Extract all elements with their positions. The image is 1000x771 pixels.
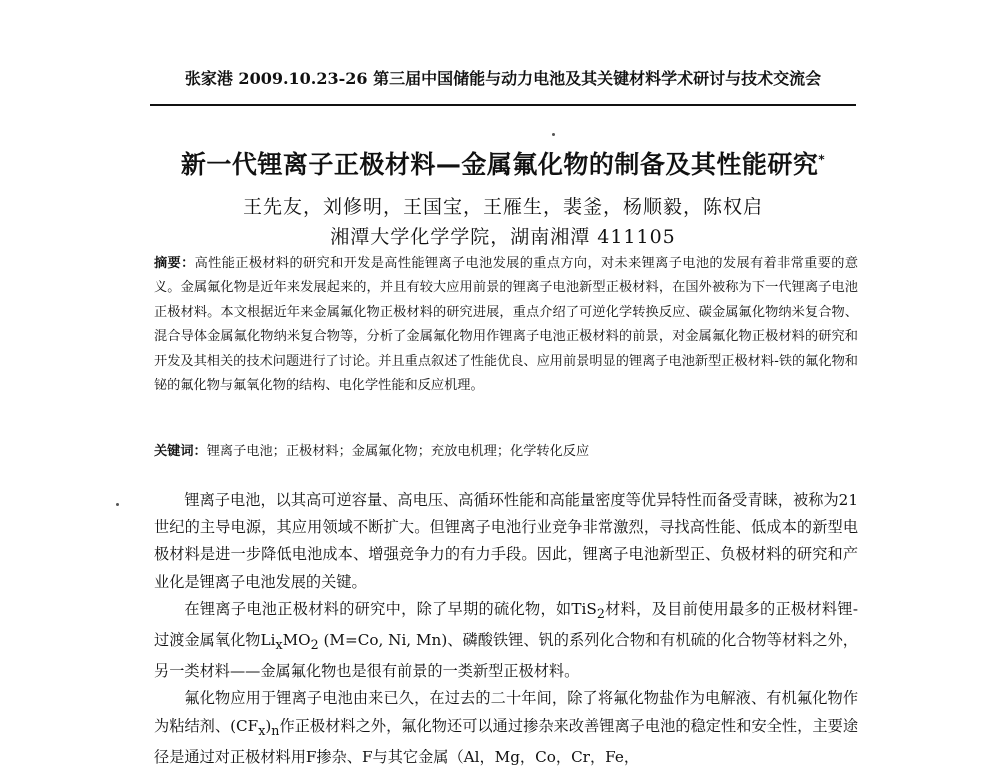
conference-header [150, 66, 856, 106]
body-text [154, 487, 858, 771]
author-list: 王先友，刘修明，王国宝，王雁生，裴釜，杨顺毅，陈权启 [242, 196, 763, 218]
p2-sub-x: x [275, 637, 283, 653]
abstract-label: 摘要： [154, 256, 195, 271]
title-footnote-mark: * [818, 152, 826, 167]
abstract-text: 高性能正极材料的研究和开发是高性能锂离子电池发展的重点方向，对未来锂离子电池的发展有着非常重要的意义。金属氟化物是近年来发展起来的，并且有较大应用前景的锂离子电池新型正极材料，在国外被称为下一代锂离子电池正极材料。本文根据近年来金属氟化物正极材料的研究进展，重点介绍了可逆化学转换反应、碳金属氟化物纳米复合物、混合导体金属氟化物纳米复合物等，分析了金属氟化物用作锂离子电池正极材料的前景，对金属氟化物正极材料的研究和开发及其相关的技术问题进行了讨论。并且重点叙述了性能优良、应用前景明显的锂离子电池新型正极材料-铁的氟化物和铋的氟化物与氟氧化物的结构、电化学性能和反应机理。 [154, 256, 859, 394]
p3-sub-n: n [271, 722, 280, 738]
p2-text-g: (M=Co, Ni, Mn)、磷酸铁锂、钒的系列化合物和有机硫的化合物等材料之外，另一类材料——金属氟化物也是很有前景的一类新型正极材料。 [154, 631, 858, 681]
keywords-text: 锂离子电池；正极材料；金属氟化物；充放电机理；化学转化反应 [206, 444, 590, 459]
keywords-label: 关键词： [154, 444, 207, 459]
p2-text-a: 在锂离子电池正极材料的研究中，除了早期的硫化物，如TiS [184, 599, 597, 618]
p3-text-e: 作正极材料之外，氟化物还可以通过掺杂来改善锂离子电池的稳定性和安全性，主要途径是通过对正极材料用F掺杂、F与其它金属（Al，Mg，Co，Cr，Fe， [154, 716, 859, 766]
p2-sub-2b: 2 [310, 637, 319, 653]
affiliation: 湘潭大学化学学院，湖南湘潭 411105 [330, 226, 676, 248]
p2-sub-2: 2 [596, 605, 605, 621]
conference-header-text: 张家港 2009.10.23-26 第三届中国储能与动力电池及其关键材料学术研讨与技术交流会 [184, 69, 822, 88]
abstract [154, 252, 858, 398]
p3-text-c: ) [265, 716, 272, 735]
p3-sub-x: x [258, 722, 266, 738]
p3-text-a: 氟化物应用于锂离子电池由来已久，在过去的二十年间，除了将氟化物盐作为电解液、有机氟化物作为粘结剂、(CF [154, 689, 858, 735]
scan-speck [552, 133, 555, 136]
paper-title-text: 新一代锂离子正极材料—金属氟化物的制备及其性能研究 [180, 150, 819, 179]
keywords [154, 440, 858, 464]
body-paragraph-3 [154, 685, 858, 771]
body-paragraph-2 [154, 596, 858, 686]
scan-speck [116, 503, 119, 506]
p2-text-e: MO [282, 631, 311, 650]
p2-text-c: 材料，及目前使用最多的正极材料锂-过渡金属氧化物Li [154, 599, 858, 650]
body-paragraph-1: 锂离子电池，以其高可逆容量、高电压、高循环性能和高能量密度等优异特性而备受青睐，被称为21世纪的主导电源，其应用领域不断扩大。但锂离子电池行业竞争非常激烈，寻找高性能、低成本的新型电极材料是进一步降低电池成本、增强竞争力的有力手段。因此，锂离子电池新型正、负极材料的研究和产业化是锂离子电池发展的关键。 [154, 491, 858, 591]
paper-title [150, 145, 856, 181]
